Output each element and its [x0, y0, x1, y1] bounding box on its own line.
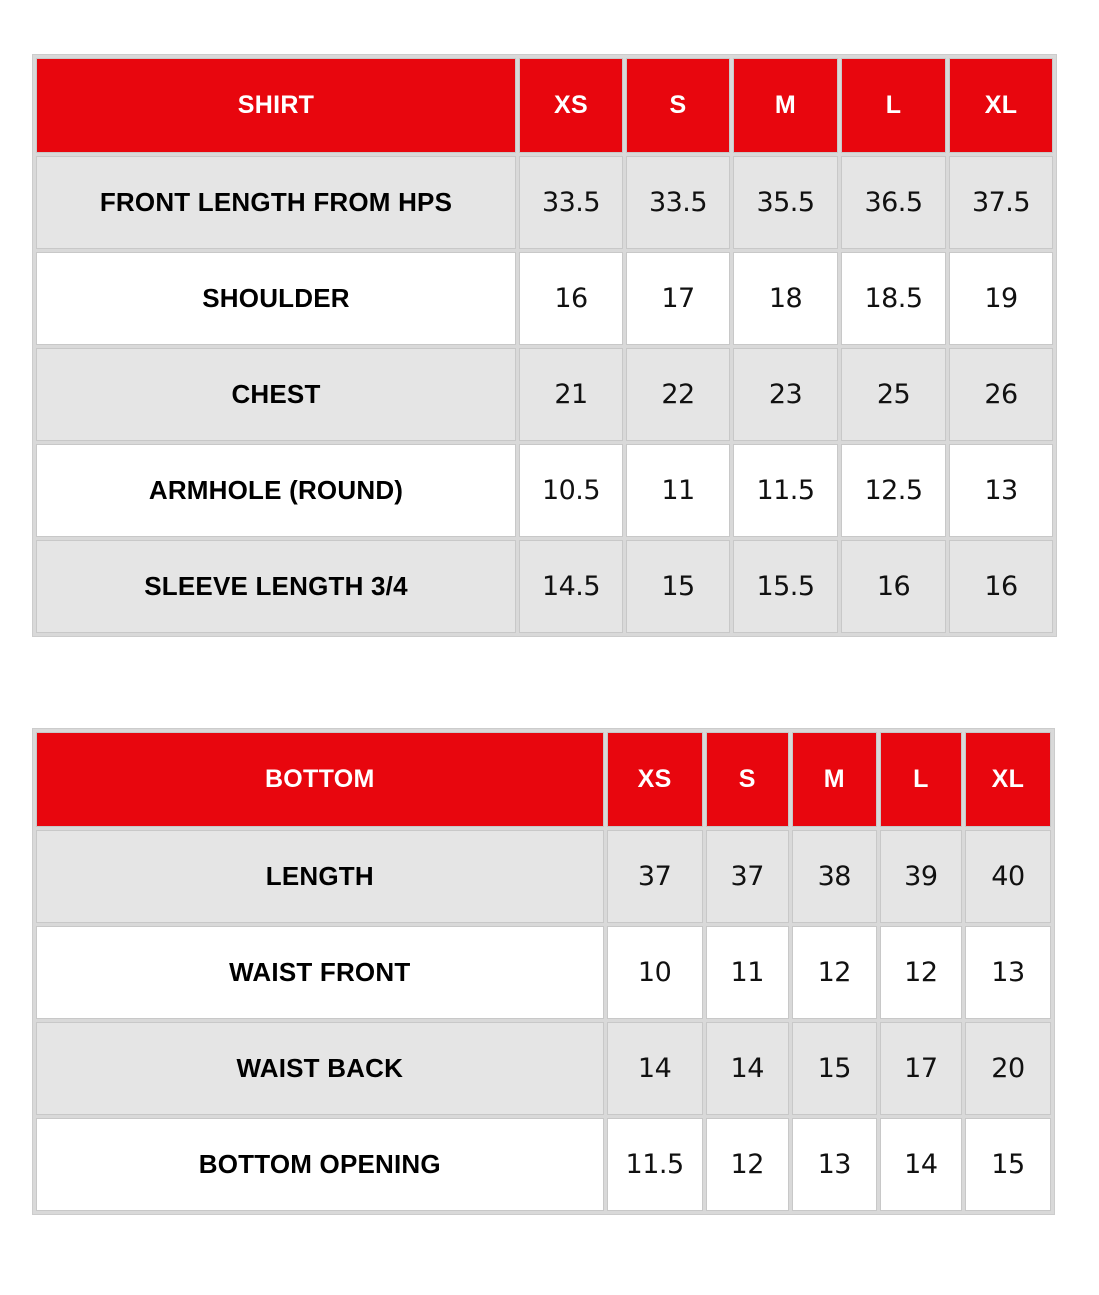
measurement-cell: 23 [733, 348, 838, 441]
measurement-cell: 12 [706, 1118, 789, 1211]
measurement-cell: 15 [792, 1022, 877, 1115]
shirt-header-row [36, 58, 1053, 153]
measurement-cell: 15.5 [733, 540, 838, 633]
row-label: FRONT LENGTH FROM HPS [36, 156, 516, 249]
measurement-cell: 22 [626, 348, 730, 441]
measurement-cell: 35.5 [733, 156, 838, 249]
measurement-cell: 12.5 [841, 444, 946, 537]
measurement-cell: 18 [733, 252, 838, 345]
bottom-size-table [32, 728, 1055, 1215]
measurement-cell: 12 [880, 926, 962, 1019]
measurement-cell: 14 [880, 1118, 962, 1211]
measurement-cell: 13 [949, 444, 1053, 537]
row-label: LENGTH [36, 830, 604, 923]
measurement-cell: 17 [626, 252, 730, 345]
measurement-cell: 12 [792, 926, 877, 1019]
measurement-cell: 37 [706, 830, 789, 923]
measurement-cell: 38 [792, 830, 877, 923]
measurement-cell: 10.5 [519, 444, 623, 537]
bottom-header-row [36, 732, 1051, 827]
measurement-cell: 16 [949, 540, 1053, 633]
measurement-cell: 21 [519, 348, 623, 441]
measurement-cell: 16 [841, 540, 946, 633]
measurement-cell: 16 [519, 252, 623, 345]
measurement-cell: 11.5 [607, 1118, 703, 1211]
measurement-cell: 14.5 [519, 540, 623, 633]
measurement-cell: 10 [607, 926, 703, 1019]
measurement-cell: 14 [706, 1022, 789, 1115]
table-row [36, 830, 1051, 923]
bottom-header-label: BOTTOM [36, 732, 604, 827]
shirt-header-size-xs: XS [519, 58, 623, 153]
table-row [36, 252, 1053, 345]
table-row [36, 540, 1053, 633]
shirt-header-label: SHIRT [36, 58, 516, 153]
shirt-header-size-s: S [626, 58, 730, 153]
measurement-cell: 40 [965, 830, 1051, 923]
bottom-header-size-m: M [792, 732, 877, 827]
measurement-cell: 14 [607, 1022, 703, 1115]
bottom-header-size-l: L [880, 732, 962, 827]
measurement-cell: 17 [880, 1022, 962, 1115]
measurement-cell: 33.5 [519, 156, 623, 249]
measurement-cell: 19 [949, 252, 1053, 345]
measurement-cell: 18.5 [841, 252, 946, 345]
bottom-header-size-xs: XS [607, 732, 703, 827]
measurement-cell: 15 [965, 1118, 1051, 1211]
measurement-cell: 11 [706, 926, 789, 1019]
shirt-header-size-l: L [841, 58, 946, 153]
row-label: SHOULDER [36, 252, 516, 345]
row-label: SLEEVE LENGTH 3/4 [36, 540, 516, 633]
row-label: WAIST FRONT [36, 926, 604, 1019]
shirt-header-size-m: M [733, 58, 838, 153]
row-label: BOTTOM OPENING [36, 1118, 604, 1211]
measurement-cell: 25 [841, 348, 946, 441]
bottom-header-size-s: S [706, 732, 789, 827]
measurement-cell: 33.5 [626, 156, 730, 249]
measurement-cell: 37 [607, 830, 703, 923]
row-label: CHEST [36, 348, 516, 441]
shirt-header-size-xl: XL [949, 58, 1053, 153]
measurement-cell: 13 [792, 1118, 877, 1211]
table-row [36, 348, 1053, 441]
table-row [36, 444, 1053, 537]
bottom-header-size-xl: XL [965, 732, 1051, 827]
row-label: ARMHOLE (ROUND) [36, 444, 516, 537]
measurement-cell: 11 [626, 444, 730, 537]
table-row [36, 1118, 1051, 1211]
row-label: WAIST BACK [36, 1022, 604, 1115]
table-row [36, 1022, 1051, 1115]
measurement-cell: 11.5 [733, 444, 838, 537]
measurement-cell: 26 [949, 348, 1053, 441]
table-row [36, 156, 1053, 249]
measurement-cell: 39 [880, 830, 962, 923]
measurement-cell: 36.5 [841, 156, 946, 249]
measurement-cell: 37.5 [949, 156, 1053, 249]
measurement-cell: 20 [965, 1022, 1051, 1115]
measurement-cell: 13 [965, 926, 1051, 1019]
table-row [36, 926, 1051, 1019]
measurement-cell: 15 [626, 540, 730, 633]
shirt-size-table [32, 54, 1057, 637]
